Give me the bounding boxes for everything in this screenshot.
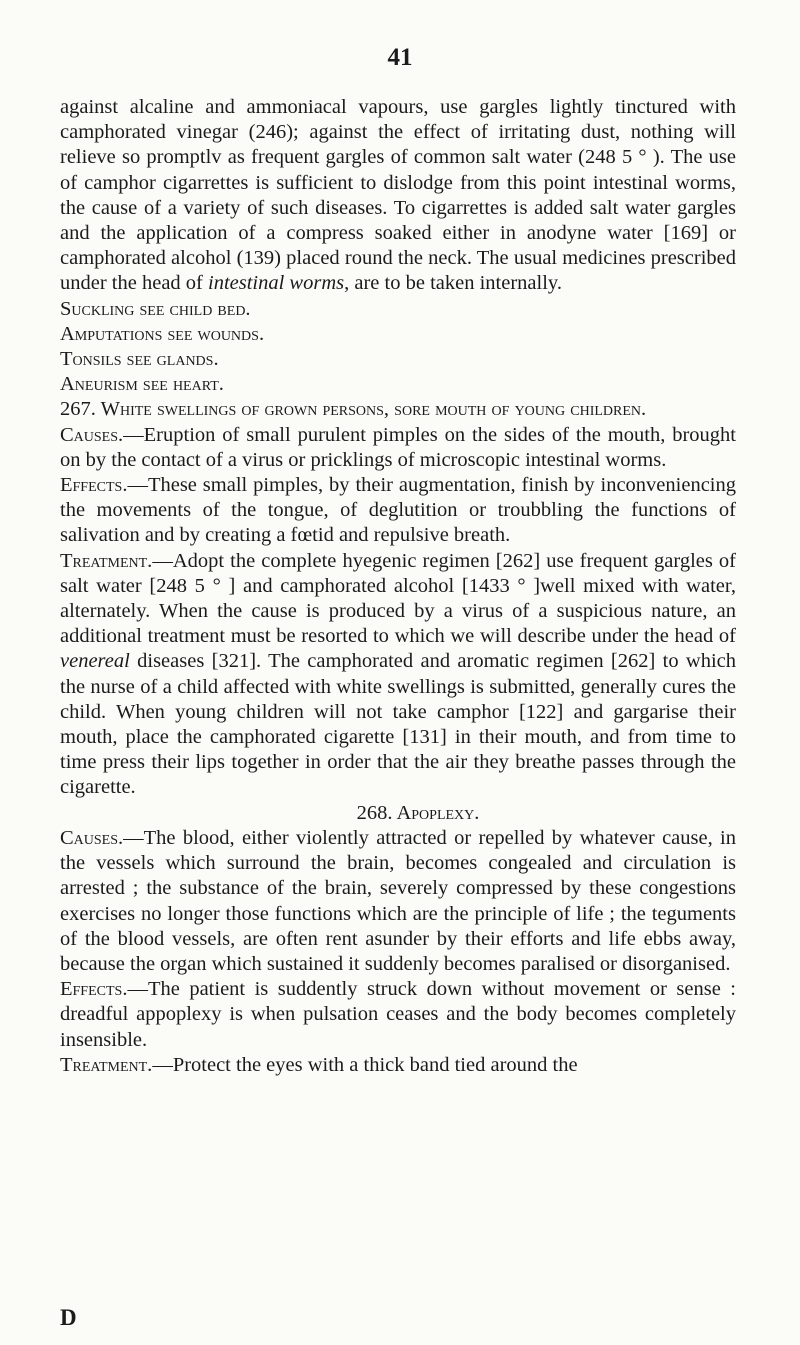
cross-reference-tonsils: Tonsils see glands. (60, 348, 219, 371)
paragraph-camphor (60, 95, 736, 297)
paragraph-effects (60, 473, 736, 549)
paragraph-treatment (60, 549, 736, 801)
cross-reference-aneurism: Aneurism see heart. (60, 373, 224, 396)
label-effects-2: Effects. (60, 978, 128, 1001)
para-text-end: , are to be taken internally. (344, 272, 562, 295)
treatment-text-2: —Protect the eyes with a thick band tied around the (152, 1053, 578, 1076)
para-text: against alcaline and ammoniacal vapours, use gargles lightly tinctured with camphorated vinegar (246); against the effect of irritating dust, nothing will relieve so promptlv as frequent gargles of common salt water (248 5 ° ). The use of camphor cigarrettes is sufficient to dislodge from this point intestinal worms, the cause of a variety of such diseases. To cigarrettes is added salt water gargles and the application of a compress soaked either in anodyne water [169] or camphorated alcohol (139) placed round the neck. The usual medicines prescribed under the head of (60, 96, 736, 295)
label-treatment-2: Treatment. (60, 1053, 153, 1076)
paragraph-treatment-2 (60, 1053, 736, 1078)
effects-text: —These small pimples, by their augmentation, finish by inconveniencing the movements of the tongue, of deglutition or troubbling the functions of salivation and by creating a fœtid and repulsive breath. (60, 474, 736, 547)
treatment-text: —Adopt the complete hyegenic regimen [262] use frequent gargles of salt water [248 5 ° ] and camphorated alcohol [1433 ° ]well mixed with water, alternately. When the cause is produced by a virus of a suspicious nature, an additional treatment must be resorted to which we will describe under the head of (60, 549, 736, 648)
paragraph-effects-2 (60, 977, 736, 1053)
label-effects: Effects. (60, 474, 128, 497)
label-causes: Causes. (60, 423, 124, 446)
label-treatment: Treatment. (60, 549, 153, 572)
section-heading-268: 268. Apoplexy. (356, 801, 480, 824)
causes-text: —Eruption of small purulent pimples on the sides of the mouth, brought on by the contact of a virus or pricklings of microscopic intestinal worms. (60, 423, 736, 471)
treatment-text-cont: diseases [321]. The camphorated and aromatic regimen [262] to which the nurse of a child affected with white swellings is submitted, generally cures the child. When young children will not take camphor [122] and gargarise their mouth, place the camphorated cigarette [131] in their mouth, and from time to time press their lips together in order that the air they breathe passes through the cigarette. (60, 650, 736, 799)
paragraph-causes (60, 423, 736, 473)
causes-text-2: —The blood, either violently attracted or repelled by whatever cause, in the vessels which surround the brain, becomes congealed and circulation is arrested ; the substance of the brain, severely compressed by these congestions exercises no longer those functions which are the principle of life ; the teguments of the blood vessels, are often rent asunder by their efforts and life ebbs away, because the organ which sustained it suddenly becomes paralised or disorganised. (60, 826, 736, 975)
page-number: 41 (387, 44, 413, 71)
body-text (60, 95, 736, 1078)
cross-reference-suckling: Suckling see child bed. (60, 297, 251, 320)
section-heading-267: 267. White swellings of grown persons, sore mouth of young children. (60, 398, 647, 421)
signature-mark: D (60, 1305, 77, 1330)
label-causes-2: Causes. (60, 826, 124, 849)
paragraph-causes-2 (60, 826, 736, 977)
emphasis-intestinal-worms: intestinal worms (208, 272, 345, 295)
cross-reference-amputations: Amputations see wounds. (60, 322, 265, 345)
effects-text-2: —The patient is suddently struck down without movement or sense : dreadful appoplexy is when pulsation ceases and the body becomes completely insensible. (60, 978, 736, 1051)
emphasis-venereal: venereal (60, 650, 130, 673)
